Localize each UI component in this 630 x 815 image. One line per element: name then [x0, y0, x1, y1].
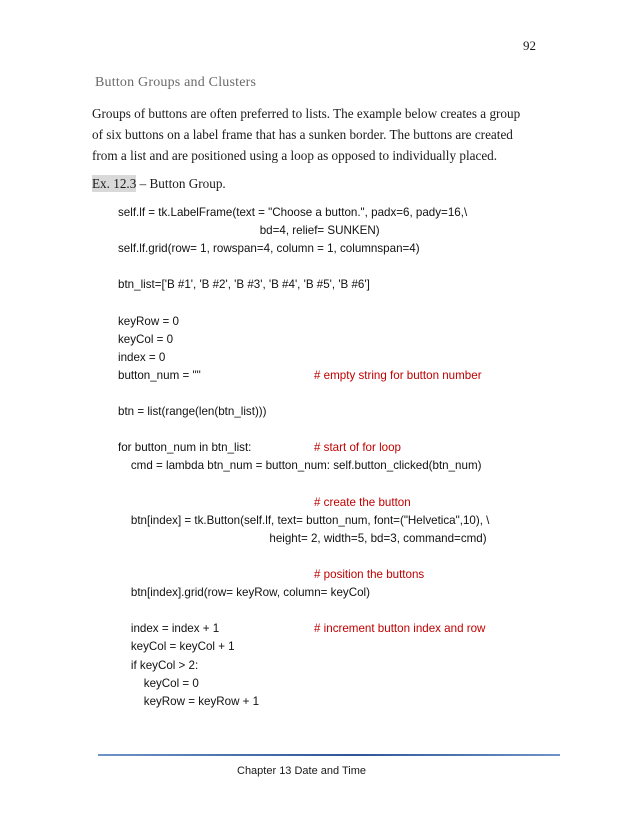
code-line [118, 241, 420, 257]
code-line [118, 513, 489, 529]
code-text: for button_num in btn_list: [118, 441, 252, 455]
code-text: btn[index].grid(row= keyRow, column= keyCol) [118, 586, 370, 600]
code-line [118, 332, 173, 348]
code-comment: # start of for loop [314, 441, 401, 455]
example-label [92, 176, 226, 192]
code-text: if keyCol > 2: [118, 658, 199, 672]
code-comment: # create the button [314, 495, 411, 509]
code-line [118, 440, 401, 456]
code-line [118, 585, 370, 601]
code-line [118, 314, 179, 330]
intro-line: of six buttons on a label frame that has a sunken border. The buttons are created [92, 127, 513, 142]
example-number: Ex. 12.3 [92, 176, 137, 191]
code-text: height= 2, width=5, bd=3, command=cmd) [118, 531, 487, 545]
code-comment: # position the buttons [314, 568, 425, 581]
code-text: button_num = "" [118, 368, 201, 382]
code-text: keyRow = keyRow + 1 [118, 694, 260, 708]
intro-line: from a list and are positioned using a loop as opposed to individually placed. [92, 148, 498, 163]
footer-chapter-title: Chapter 13 Date and Time [237, 765, 367, 777]
code-line [118, 223, 380, 239]
code-line [118, 458, 481, 474]
intro-paragraph [92, 103, 521, 166]
code-text: btn = list(range(len(btn_list))) [118, 405, 267, 419]
code-line [118, 404, 267, 420]
code-text: cmd = lambda btn_num = button_num: self.button_clicked(btn_num) [118, 459, 482, 473]
code-comment: # empty string for button number [314, 368, 482, 382]
code-line [118, 639, 235, 655]
footer-rule [98, 754, 560, 756]
code-text: index = 0 [118, 350, 166, 364]
code-text: btn_list=['B #1', 'B #2', 'B #3', 'B #4', 'B #5', 'B #6'] [118, 278, 370, 292]
example-title: – Button Group. [136, 176, 226, 191]
code-text: keyCol = 0 [118, 676, 199, 690]
code-text: self.lf = tk.LabelFrame(text = "Choose a button.", padx=6, pady=16,\ [118, 206, 468, 219]
section-heading: Button Groups and Clusters [95, 75, 257, 90]
code-line [118, 205, 467, 221]
code-line [118, 368, 482, 384]
code-line [118, 621, 486, 637]
code-text: keyRow = 0 [118, 314, 179, 328]
code-line [118, 531, 487, 547]
code-text: keyCol = 0 [118, 332, 174, 346]
code-text: index = index + 1 [118, 622, 220, 636]
code-line [118, 277, 370, 293]
code-text: self.lf.grid(row= 1, rowspan=4, column = 1, columnspan=4) [118, 242, 420, 256]
code-text: keyCol = keyCol + 1 [118, 640, 235, 654]
page-number: 92 [523, 38, 536, 53]
code-line [118, 694, 259, 710]
code-text: btn[index] = tk.Button(self.lf, text= button_num, font=("Helvetica",10), \ [118, 513, 490, 527]
code-line [118, 350, 165, 366]
code-line [118, 676, 199, 692]
code-comment: # increment button index and row [314, 622, 486, 636]
code-text: bd=4, relief= SUNKEN) [118, 224, 380, 238]
intro-line: Groups of buttons are often preferred to lists. The example below creates a group [92, 106, 521, 121]
code-line [118, 658, 198, 674]
